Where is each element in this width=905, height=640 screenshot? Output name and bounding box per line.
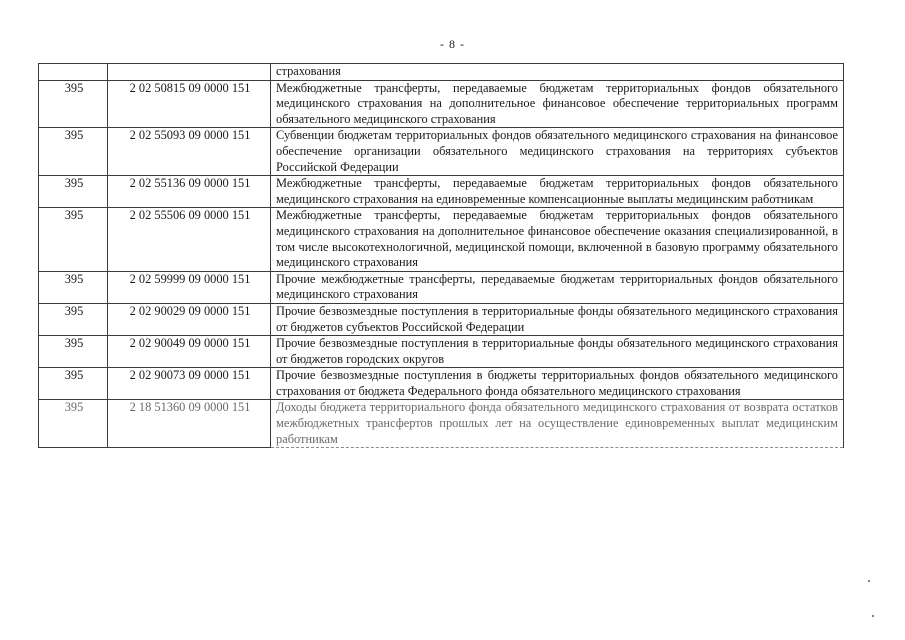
name-text: Прочие безвозмездные поступления в бюджеты территориальных фондов обязательного медицинского страхования от бюджета Федерального фонда обязательного медицинского страхования bbox=[276, 368, 838, 398]
name-cell bbox=[271, 400, 844, 448]
name-cell bbox=[271, 176, 844, 208]
chapter-cell: 395 bbox=[39, 208, 108, 271]
budget-codes-table bbox=[38, 63, 844, 448]
code-cell: 2 02 50815 09 0000 151 bbox=[108, 80, 271, 128]
code-cell: 2 02 55136 09 0000 151 bbox=[108, 176, 271, 208]
name-text: Межбюджетные трансферты, передаваемые бюджетам территориальных фондов обязательного медицинского страхования на дополнительное финансовое обеспечение территориальных программ обязательного медицинского страхования bbox=[276, 80, 838, 126]
table-row bbox=[39, 80, 844, 128]
scan-speck bbox=[872, 615, 874, 617]
code-cell: 2 18 51360 09 0000 151 bbox=[108, 400, 271, 448]
chapter-cell: 395 bbox=[39, 400, 108, 448]
table-row bbox=[39, 176, 844, 208]
scan-speck bbox=[868, 580, 870, 582]
name-text: Прочие безвозмездные поступления в территориальные фонды обязательного медицинского страхования от бюджетов субъектов Российской Федерации bbox=[276, 303, 838, 334]
table-row bbox=[39, 208, 844, 271]
code-cell: 2 02 90029 09 0000 151 bbox=[108, 303, 271, 335]
name-text: Межбюджетные трансферты, передаваемые бюджетам территориальных фондов обязательного медицинского страхования на единовременные компенсационные выплаты медицинским работникам bbox=[276, 176, 838, 206]
code-cell: 2 02 90073 09 0000 151 bbox=[108, 368, 271, 400]
chapter-cell: 395 bbox=[39, 336, 108, 368]
chapter-cell: 395 bbox=[39, 271, 108, 303]
chapter-cell bbox=[39, 64, 108, 81]
name-cell bbox=[271, 336, 844, 368]
chapter-cell: 395 bbox=[39, 303, 108, 335]
table-row bbox=[39, 336, 844, 368]
chapter-cell: 395 bbox=[39, 176, 108, 208]
name-text: Прочие межбюджетные трансферты, передаваемые бюджетам территориальных фондов обязательного медицинского страхования bbox=[276, 271, 838, 302]
code-cell bbox=[108, 64, 271, 81]
code-cell: 2 02 59999 09 0000 151 bbox=[108, 271, 271, 303]
code-cell: 2 02 90049 09 0000 151 bbox=[108, 336, 271, 368]
code-cell: 2 02 55506 09 0000 151 bbox=[108, 208, 271, 271]
name-cell bbox=[271, 208, 844, 271]
name-cell bbox=[271, 64, 844, 81]
name-cell bbox=[271, 368, 844, 400]
table-row bbox=[39, 303, 844, 335]
code-cell: 2 02 55093 09 0000 151 bbox=[108, 128, 271, 176]
chapter-cell: 395 bbox=[39, 80, 108, 128]
table-row bbox=[39, 128, 844, 176]
name-text: Субвенции бюджетам территориальных фондов обязательного медицинского страхования на финансовое обеспечение организации обязательного медицинского страхования на территориях субъектов Российской Федерации bbox=[276, 128, 838, 174]
name-text: Межбюджетные трансферты, передаваемые бюджетам территориальных фондов обязательного медицинского страхования на дополнительное финансовое обеспечение оказания специализированной, в том числе высокотехнологичной, медицинской помощи, включенной в базовую программу обязательного медицинского страхования bbox=[276, 208, 838, 270]
name-cell bbox=[271, 303, 844, 335]
table-row bbox=[39, 368, 844, 400]
chapter-cell: 395 bbox=[39, 128, 108, 176]
name-cell bbox=[271, 80, 844, 128]
name-cell bbox=[271, 128, 844, 176]
page-number: - 8 - bbox=[440, 37, 465, 51]
name-cell bbox=[271, 271, 844, 303]
table-row bbox=[39, 64, 844, 81]
table-row bbox=[39, 400, 844, 448]
name-text: Прочие безвозмездные поступления в территориальные фонды обязательного медицинского страхования от бюджетов городских округов bbox=[276, 336, 838, 366]
name-text: страхования bbox=[276, 64, 341, 78]
chapter-cell: 395 bbox=[39, 368, 108, 400]
name-text: Доходы бюджета территориального фонда обязательного медицинского страхования от возврата остатков межбюджетных трансфертов прошлых лет на осуществление единовременных выплат медицинским работникам bbox=[276, 400, 838, 446]
table-row bbox=[39, 271, 844, 303]
